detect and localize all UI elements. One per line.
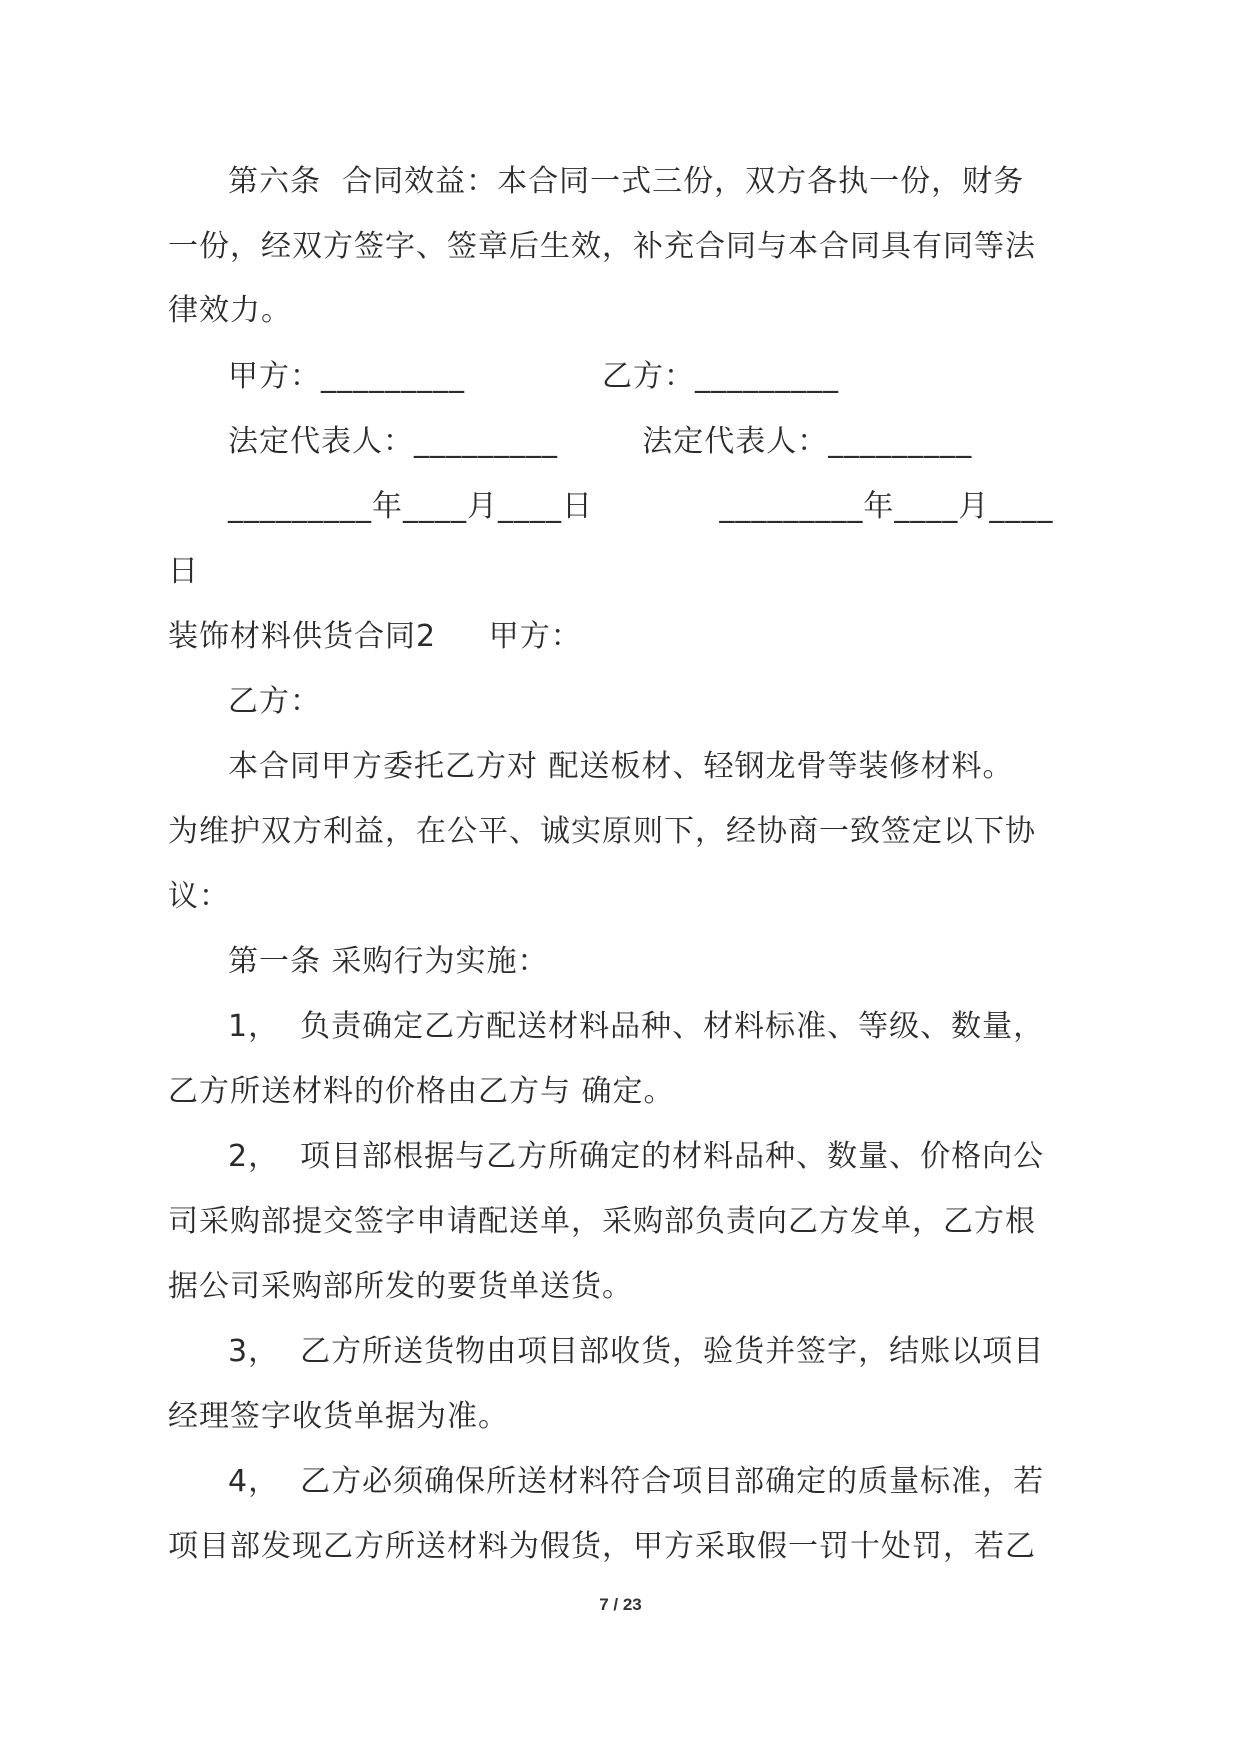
text-line: 装饰材料供货合同2 甲方：: [168, 619, 582, 654]
text-line: 为维护双方利益，在公平、诚实原则下，经协商一致签定以下协: [168, 814, 1036, 849]
text-line: 经理签字收货单据为准。: [168, 1399, 509, 1434]
text-line: 律效力。: [168, 293, 292, 328]
text-line: 项目部发现乙方所送材料为假货，甲方采取假一罚十处罚，若乙: [168, 1529, 1036, 1564]
text-line: 议：: [168, 879, 230, 914]
text-line: 第六条 合同效益：本合同一式三份，双方各执一份，财务: [228, 164, 1025, 199]
text-line: 甲方：_________ 乙方：_________: [228, 359, 839, 394]
text-line: 据公司采购部所发的要货单送货。: [168, 1269, 633, 1304]
text-line: 1， 负责确定乙方配送材料品种、材料标准、等级、数量，: [228, 1009, 1045, 1044]
text-line: 4， 乙方必须确保所送材料符合项目部确定的质量标准，若: [228, 1464, 1045, 1499]
text-line: 2， 项目部根据与乙方所确定的材料品种、数量、价格向公: [228, 1139, 1045, 1174]
text-line: 乙方：: [228, 684, 321, 719]
text-line: 一份，经双方签字、签章后生效，补充合同与本合同具有同等法: [168, 229, 1036, 264]
text-line: 乙方所送材料的价格由乙方与 确定。: [168, 1074, 675, 1109]
text-line: 第一条 采购行为实施：: [228, 944, 549, 979]
text-line: 本合同甲方委托乙方对 配送板材、轻钢龙骨等装修材料。: [228, 749, 1014, 784]
text-line: _________年____月____日 _________年____月____: [228, 489, 1054, 524]
text-line: 3， 乙方所送货物由项目部收货，验货并签字，结账以项目: [228, 1334, 1045, 1369]
text-line: 司采购部提交签字申请配送单，采购部负责向乙方发单，乙方根: [168, 1204, 1036, 1239]
text-line: 日: [168, 554, 199, 589]
text-line: 法定代表人：_________ 法定代表人：_________: [228, 424, 973, 459]
page-number: 7 / 23: [599, 1595, 642, 1614]
